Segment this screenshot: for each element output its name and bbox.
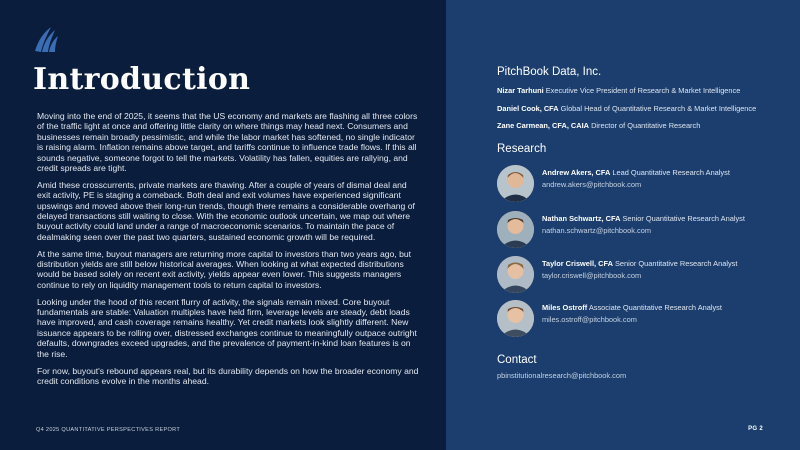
contact-heading: Contact bbox=[497, 354, 537, 366]
analyst-role: Senior Quantitative Research Analyst bbox=[622, 214, 745, 223]
analyst-role: Lead Quantitative Research Analyst bbox=[612, 168, 730, 177]
page-title: Introduction bbox=[33, 62, 251, 97]
sidebar-panel bbox=[446, 0, 800, 450]
executive-name: Zane Carmean, CFA, CAIA bbox=[497, 121, 589, 130]
footer-report-name: Q4 2025 QUANTITATIVE PERSPECTIVES REPORT bbox=[36, 427, 181, 433]
analyst-name: Taylor Criswell, CFA bbox=[542, 259, 613, 268]
analyst-email[interactable]: miles.ostroff@pitchbook.com bbox=[542, 315, 637, 324]
executive-entry bbox=[497, 121, 700, 130]
intro-body bbox=[37, 111, 419, 393]
analyst-name: Andrew Akers, CFA bbox=[542, 168, 611, 177]
executive-name: Daniel Cook, CFA bbox=[497, 104, 559, 113]
intro-paragraph: Amid these crosscurrents, private markets are thawing. After a couple of years of dismal deal and exit activity, PE is staging a comeback. Both deal and exit volumes have experienced significant upswings and moved above their long-run trends, though there remains a considerable overhang of delayed transactions still waiting to close. With the economic outlook uncertain, we map out where buyout activity could land under a range of macroeconomic scenarios. To maintain the pace of dealmaking seen over the past two quarters, sustained economic growth will be required. bbox=[37, 179, 415, 242]
analyst-name: Miles Ostroff bbox=[542, 303, 588, 312]
executive-entry bbox=[497, 86, 740, 95]
avatar bbox=[497, 256, 534, 293]
pitchbook-logo-icon bbox=[33, 25, 59, 53]
analyst-title bbox=[542, 303, 722, 312]
intro-paragraph: For now, buyout's rebound appears real, but its durability depends on how the broader economy and credit conditions evolve in the months ahead. bbox=[37, 365, 419, 386]
avatar bbox=[497, 211, 534, 248]
contact-email[interactable]: pbinstitutionalresearch@pitchbook.com bbox=[497, 371, 627, 380]
analyst-title bbox=[542, 168, 730, 177]
executive-role: Director of Quantitative Research bbox=[591, 121, 701, 130]
company-heading: PitchBook Data, Inc. bbox=[497, 66, 602, 78]
avatar bbox=[497, 300, 534, 337]
analyst-card bbox=[497, 211, 787, 251]
analyst-email[interactable]: taylor.criswell@pitchbook.com bbox=[542, 271, 642, 280]
research-heading: Research bbox=[497, 143, 547, 155]
page-number: PG 2 bbox=[748, 426, 763, 432]
analyst-title bbox=[542, 214, 745, 223]
avatar bbox=[497, 165, 534, 202]
intro-paragraph: Moving into the end of 2025, it seems that the US economy and markets are flashing all three colors of the traffic light at once and offering little clarity on where things may head next. Consumers and businesses remain broadly pessimistic, and while the labor market has softened, no single indicator is raising alarm. Inflation remains above target, and tariffs continue to influence trade flows. If this all sounds negative, someone forgot to tell the markets. Volatility has fallen, equities are rallying, and credit spreads are tight. bbox=[37, 111, 418, 174]
intro-paragraph: Looking under the hood of this recent flurry of activity, the signals remain mixed. Core buyout fundamentals are stable: Valuation multiples have held firm, leverage levels are steady, debt loads have improved, and cash coverage remains healthy. Yet credit markets look slightly different. New issuance appears to be rolling over, distressed exchanges continue to meaningfully outpace outright defaults, downgrades exceed upgrades, and the prevalence of payment-in-kind loan features is on the rise. bbox=[37, 296, 417, 359]
analyst-card bbox=[497, 300, 787, 340]
intro-paragraph: At the same time, buyout managers are returning more capital to investors than two years ago, but distribution yields are still below historical averages. When looking at what expected distributions would be based solely on recent exit activity, yields appear even lower. This suggests managers continue to rely on liquidity management tools to return capital to investors. bbox=[37, 248, 412, 290]
executive-role: Executive Vice President of Research & Market Intelligence bbox=[545, 86, 741, 95]
analyst-role: Associate Quantitative Research Analyst bbox=[588, 303, 722, 312]
analyst-role: Senior Quantitative Research Analyst bbox=[614, 259, 738, 268]
analyst-name: Nathan Schwartz, CFA bbox=[542, 214, 621, 223]
executive-role: Global Head of Quantitative Research & Market Intelligence bbox=[560, 104, 757, 113]
executive-entry bbox=[497, 104, 756, 113]
analyst-email[interactable]: andrew.akers@pitchbook.com bbox=[542, 180, 642, 189]
analyst-title bbox=[542, 259, 737, 268]
executive-name: Nizar Tarhuni bbox=[497, 86, 544, 95]
analyst-card bbox=[497, 165, 787, 205]
analyst-card bbox=[497, 256, 787, 296]
analyst-email[interactable]: nathan.schwartz@pitchbook.com bbox=[542, 226, 651, 235]
